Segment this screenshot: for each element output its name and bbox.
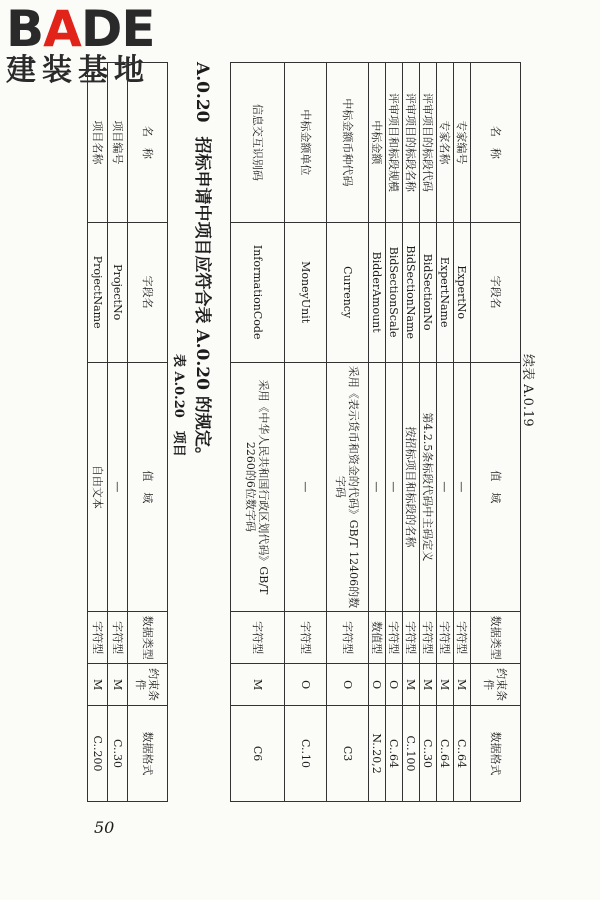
cell-domain: —	[437, 362, 454, 612]
cell-domain: 采用《表示货币和资金的代码》GB/T 12406的数字码	[327, 362, 369, 612]
cell-field: BidSectionScale	[386, 222, 403, 362]
col-header-type: 数据类型	[471, 612, 521, 664]
cell-name: 项目名称	[88, 63, 108, 223]
cell-name: 信息交互识别码	[231, 63, 285, 223]
cell-constraint: M	[108, 664, 128, 706]
logo-brand: BADE	[6, 0, 155, 58]
table-row	[231, 63, 285, 802]
cell-domain: —	[386, 362, 403, 612]
cell-name: 评审项目的标段名称	[403, 63, 420, 223]
cell-field: ExpertNo	[454, 222, 471, 362]
table-row	[108, 63, 128, 802]
cell-type: 字符型	[437, 612, 454, 664]
cell-format: C..10	[285, 706, 327, 802]
col-header-field: 字段名	[471, 222, 521, 362]
logo-subtitle: 建装基地	[6, 53, 150, 88]
cell-constraint: O	[327, 664, 369, 706]
cell-format: C..100	[403, 706, 420, 802]
cell-name: 专家编号	[454, 63, 471, 223]
cell-type: 字符型	[420, 612, 437, 664]
cell-type: 字符型	[454, 612, 471, 664]
cell-constraint: M	[454, 664, 471, 706]
cell-format: C..30	[108, 706, 128, 802]
table-row	[403, 63, 420, 802]
cell-constraint: M	[420, 664, 437, 706]
cell-domain: 自由文本	[88, 362, 108, 612]
cell-domain: —	[454, 362, 471, 612]
col-header-constraint: 约束条件	[471, 664, 521, 706]
cell-format: C3	[327, 706, 369, 802]
cell-format: C..64	[386, 706, 403, 802]
col-header-field: 字段名	[128, 222, 168, 362]
cell-field: Currency	[327, 222, 369, 362]
table-header-row	[471, 63, 521, 802]
cell-field: ProjectNo	[108, 222, 128, 362]
cell-type: 字符型	[403, 612, 420, 664]
cell-name: 中标金额	[369, 63, 386, 223]
cell-format: C6	[231, 706, 285, 802]
logo-accent-letter: A	[43, 0, 81, 58]
cell-domain: —	[369, 362, 386, 612]
cell-domain: 第4.2.5条标段代码中主码定义	[420, 362, 437, 612]
cell-domain: 按招标项目和标段的名称	[403, 362, 420, 612]
rotated-page-content	[85, 62, 545, 802]
cell-constraint: O	[285, 664, 327, 706]
cell-type: 字符型	[327, 612, 369, 664]
new-table-caption: 表 A.0.20 项目	[171, 354, 186, 457]
cell-type: 字符型	[108, 612, 128, 664]
cell-format: N..20,2	[369, 706, 386, 802]
cell-type: 字符型	[231, 612, 285, 664]
cell-field: BidSectionName	[403, 222, 420, 362]
table-row	[327, 63, 369, 802]
cell-constraint: M	[403, 664, 420, 706]
cell-format: C..30	[420, 706, 437, 802]
col-header-domain: 值 域	[471, 362, 521, 612]
cell-domain: 采用《中华人民共和国行政区划代码》GB/T 2260的6位数字码	[231, 362, 285, 612]
table-row	[437, 63, 454, 802]
table-header-row	[128, 63, 168, 802]
table-row	[454, 63, 471, 802]
section-heading	[192, 62, 217, 464]
cell-name: 中标金额币种代码	[327, 63, 369, 223]
section-number: A.0.20	[192, 62, 212, 123]
cell-name: 项目编号	[108, 63, 128, 223]
cell-constraint: O	[369, 664, 386, 706]
col-header-format: 数据格式	[128, 706, 168, 802]
cell-domain: —	[108, 362, 128, 612]
cell-type: 字符型	[386, 612, 403, 664]
cell-format: C..200	[88, 706, 108, 802]
cell-field: InformationCode	[231, 222, 285, 362]
cell-constraint: M	[88, 664, 108, 706]
table-row	[285, 63, 327, 802]
cell-field: BidSectionNo	[420, 222, 437, 362]
cell-constraint: M	[437, 664, 454, 706]
table-row	[420, 63, 437, 802]
page-number: 50	[94, 818, 115, 837]
cell-format: C..64	[437, 706, 454, 802]
continued-table-caption: 续表 A.0.19	[520, 354, 535, 427]
cell-field: BidderAmount	[369, 222, 386, 362]
cell-constraint: M	[231, 664, 285, 706]
col-header-format: 数据格式	[471, 706, 521, 802]
cell-name: 评审项目和标段规模	[386, 63, 403, 223]
col-header-constraint: 约束条件	[128, 664, 168, 706]
table-row	[386, 63, 403, 802]
col-header-name: 名 称	[128, 63, 168, 223]
cell-field: ProjectName	[88, 222, 108, 362]
table-row	[369, 63, 386, 802]
col-header-type: 数据类型	[128, 612, 168, 664]
cell-format: C..64	[454, 706, 471, 802]
continued-table	[230, 62, 521, 802]
cell-type: 数值型	[369, 612, 386, 664]
section-text: 招标申请中项目应符合表 A.0.20 的规定。	[192, 136, 212, 464]
col-header-domain: 值 域	[128, 362, 168, 612]
cell-field: MoneyUnit	[285, 222, 327, 362]
cell-name: 中标金额单位	[285, 63, 327, 223]
cell-domain: —	[285, 362, 327, 612]
cell-type: 字符型	[88, 612, 108, 664]
cell-type: 字符型	[285, 612, 327, 664]
cell-name: 评审项目的标段代码	[420, 63, 437, 223]
new-table	[87, 62, 168, 802]
col-header-name: 名 称	[471, 63, 521, 223]
table-row	[88, 63, 108, 802]
cell-constraint: O	[386, 664, 403, 706]
cell-field: ExpertName	[437, 222, 454, 362]
cell-name: 专家名称	[437, 63, 454, 223]
